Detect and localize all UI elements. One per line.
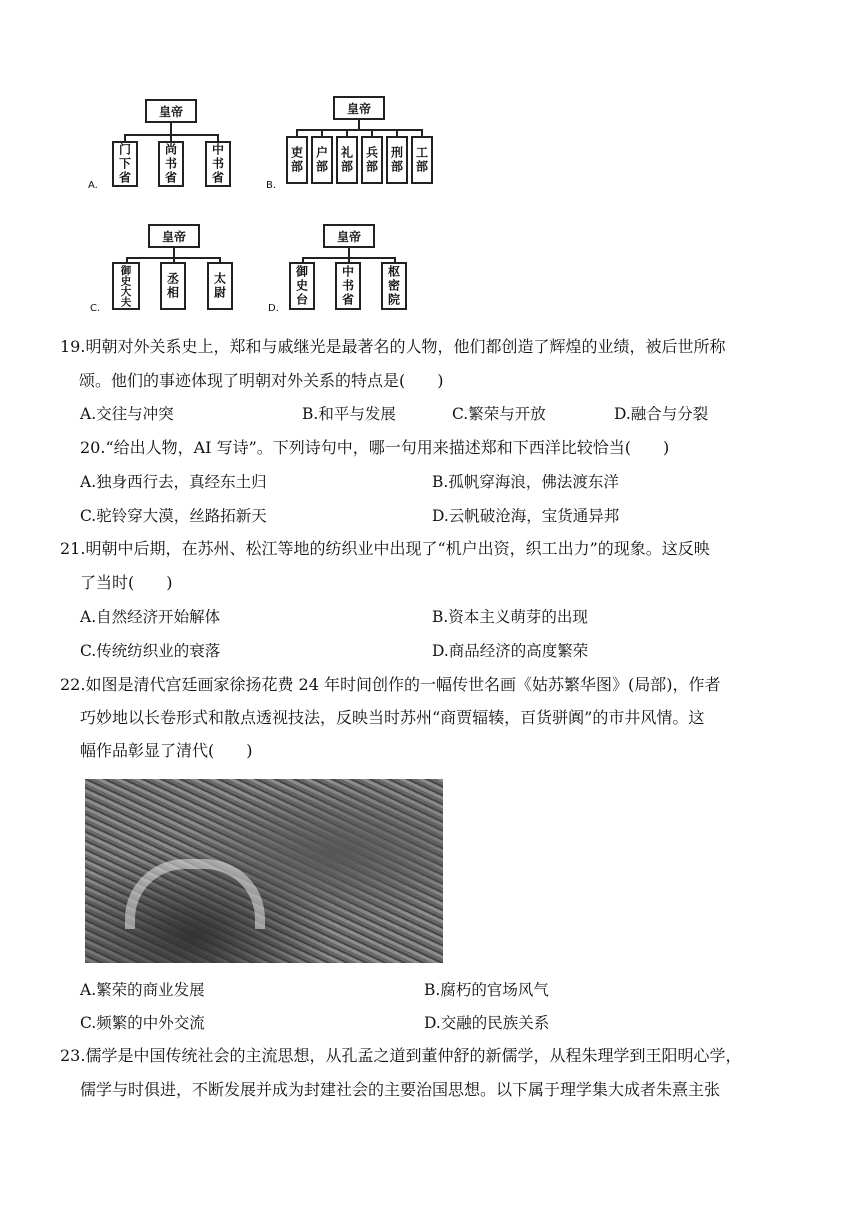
- diagram-d-box-2: 中书省: [335, 262, 361, 310]
- q20-option-b[interactable]: B.孤帆穿海浪，佛法渡东洋: [432, 473, 619, 491]
- q22-option-a[interactable]: A.繁荣的商业发展: [80, 981, 205, 999]
- diagram-c-box-3: 太尉: [207, 262, 233, 310]
- q21-option-a[interactable]: A.自然经济开始解体: [80, 608, 221, 626]
- diagram-d-emperor-box: 皇帝: [323, 224, 375, 248]
- diagram-c-label: C.: [90, 303, 101, 314]
- diagram-a-box-2: 尚书省: [158, 141, 184, 187]
- diagram-b-box-6: 工部: [411, 136, 433, 184]
- q19-stem-line2: 颂。他们的事迹体现了明朝对外关系的特点是( ): [79, 371, 444, 390]
- q19-option-a[interactable]: A.交往与冲突: [80, 405, 174, 423]
- q21-option-b[interactable]: B.资本主义萌芽的出现: [432, 608, 588, 626]
- diagram-a-label: A.: [88, 180, 98, 191]
- q22-stem-line2: 巧妙地以长卷形式和散点透视技法，反映当时苏州“商贾辐辏，百货骈阗”的市井风情。这: [80, 708, 705, 727]
- q22-stem-line3: 幅作品彰显了清代( ): [80, 741, 253, 760]
- q19-option-c[interactable]: C.繁荣与开放: [452, 405, 546, 423]
- diagram-b-box-3: 礼部: [336, 136, 358, 184]
- diagram-c-emperor-box: 皇帝: [148, 224, 200, 248]
- q23-stem-line1: 23.儒学是中国传统社会的主流思想，从孔孟之道到董仲舒的新儒学，从程朱理学到王阳明心学，: [60, 1046, 742, 1065]
- q21-stem-line1: 21.明朝中后期，在苏州、松江等地的纺织业中出现了“机户出资，织工出力”的现象。这反映: [60, 539, 710, 558]
- q20-option-a[interactable]: A.独身西行去，真经东土归: [80, 473, 267, 491]
- q20-option-c[interactable]: C.驼铃穿大漠，丝路拓新天: [80, 507, 267, 525]
- diagram-d-box-3: 枢密院: [381, 262, 407, 310]
- diagram-b-box-1: 吏部: [286, 136, 308, 184]
- q22-option-b[interactable]: B.腐朽的官场风气: [424, 981, 549, 999]
- diagram-b-connector: [296, 129, 422, 131]
- gusu-painting-image: [85, 779, 443, 963]
- q22-option-d[interactable]: D.交融的民族关系: [424, 1014, 550, 1032]
- q21-option-c[interactable]: C.传统纺织业的衰落: [80, 642, 221, 660]
- q20-option-d[interactable]: D.云帆破沧海，宝货通异邦: [432, 507, 620, 525]
- q21-option-d[interactable]: D.商品经济的高度繁荣: [432, 642, 589, 660]
- diagram-b-box-5: 刑部: [386, 136, 408, 184]
- diagram-a-box-1: 门下省: [112, 141, 138, 187]
- diagram-c-box-1: 御史大夫: [112, 262, 140, 310]
- diagram-b-emperor-box: 皇帝: [333, 96, 385, 120]
- q23-stem-line2: 儒学与时俱进，不断发展并成为封建社会的主要治国思想。以下属于理学集大成者朱熹主张: [80, 1080, 721, 1099]
- q20-stem-line1: 20.“给出人物，AI 写诗”。下列诗句中，哪一句用来描述郑和下西洋比较恰当( ): [80, 438, 670, 457]
- q21-stem-line2: 了当时( ): [80, 573, 173, 592]
- diagram-d-box-1: 御史台: [289, 262, 315, 310]
- q19-option-d[interactable]: D.融合与分裂: [614, 405, 709, 423]
- q19-stem-line1: 19.明朝对外关系史上，郑和与戚继光是最著名的人物，他们都创造了辉煌的业绩，被后世所称: [60, 337, 726, 356]
- diagram-c-box-2: 丞相: [160, 262, 186, 310]
- diagram-b-label: B.: [266, 180, 277, 191]
- diagram-b-box-4: 兵部: [361, 136, 383, 184]
- diagram-a-emperor-box: 皇帝: [145, 99, 197, 123]
- q22-stem-line1: 22.如图是清代宫廷画家徐扬花费 24 年时间创作的一幅传世名画《姑苏繁华图》(局部)，作者: [60, 675, 721, 694]
- diagram-b-box-2: 户部: [311, 136, 333, 184]
- diagram-d-label: D.: [268, 303, 279, 314]
- q19-option-b[interactable]: B.和平与发展: [302, 405, 396, 423]
- q22-option-c[interactable]: C.频繁的中外交流: [80, 1014, 205, 1032]
- diagram-a-box-3: 中书省: [205, 141, 231, 187]
